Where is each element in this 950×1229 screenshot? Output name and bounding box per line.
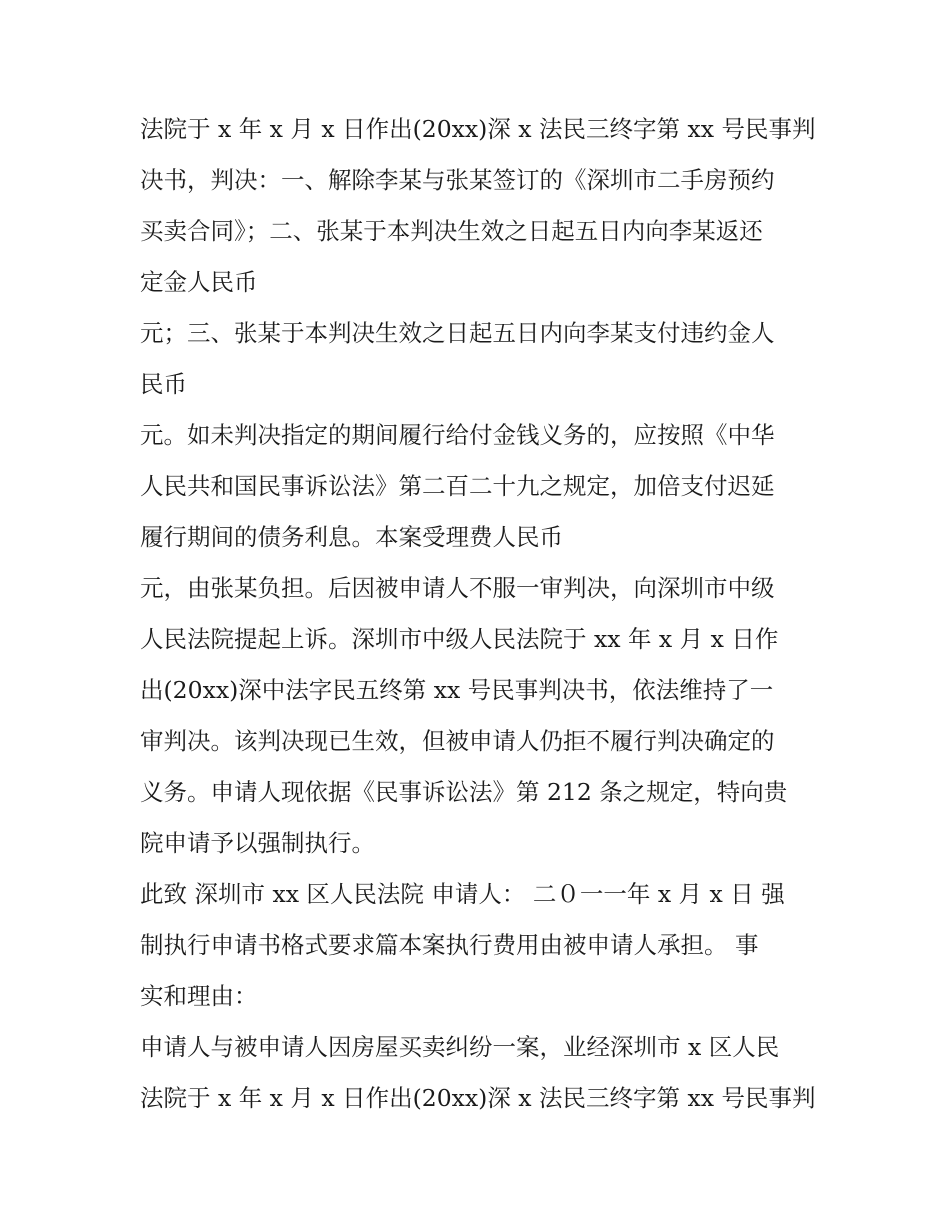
- text-line-9: 履行期间的债务利息。本案受理费人民币: [140, 523, 563, 551]
- text-line-5: 元；三、张某于本判决生效之日起五日内向李某支付违约金人: [140, 319, 775, 347]
- text-line-4: 定金人民币: [140, 268, 258, 296]
- text-line-15: 院申请予以强制执行。: [140, 829, 375, 857]
- text-line-10: 元，由张某负担。后因被申请人不服一审判决，向深圳市中级: [140, 574, 775, 602]
- text-line-3: 买卖合同》；二、张某于本判决生效之日起五日内向李某返还: [140, 217, 763, 245]
- text-line-14: 义务。申请人现依据《民事诉讼法》第 212 条之规定，特向贵: [140, 778, 788, 806]
- text-line-13: 审判决。该判决现已生效，但被申请人仍拒不履行判决确定的: [140, 727, 775, 755]
- document-body: [140, 104, 830, 1124]
- text-line-11: 人民法院提起上诉。深圳市中级人民法院于 xx 年 x 月 x 日作: [140, 625, 779, 653]
- text-line-1: 法院于 x 年 x 月 x 日作出(20xx)深 x 法民三终字第 xx 号民事判: [140, 115, 816, 143]
- text-line-7: 元。如未判决指定的期间履行给付金钱义务的，应按照《中华: [140, 421, 775, 449]
- text-line-17: 制执行申请书格式要求篇本案执行费用由被申请人承担。 事: [140, 931, 759, 959]
- text-line-8: 人民共和国民事诉讼法》第二百二十九之规定，加倍支付迟延: [140, 472, 775, 500]
- text-line-16: 此致 深圳市 xx 区人民法院 申请人： 二０一一年 x 月 x 日 强: [140, 880, 785, 908]
- text-line-12: 出(20xx)深中法字民五终第 xx 号民事判决书，依法维持了一: [140, 676, 774, 704]
- text-line-18: 实和理由：: [140, 982, 258, 1010]
- text-line-6: 民币: [140, 370, 187, 398]
- text-line-2: 决书，判决：一、解除李某与张某签订的《深圳市二手房预约: [140, 166, 775, 194]
- text-line-20: 法院于 x 年 x 月 x 日作出(20xx)深 x 法民三终字第 xx 号民事判: [140, 1084, 816, 1112]
- text-line-19: 申请人与被申请人因房屋买卖纠纷一案，业经深圳市 x 区人民: [140, 1033, 780, 1061]
